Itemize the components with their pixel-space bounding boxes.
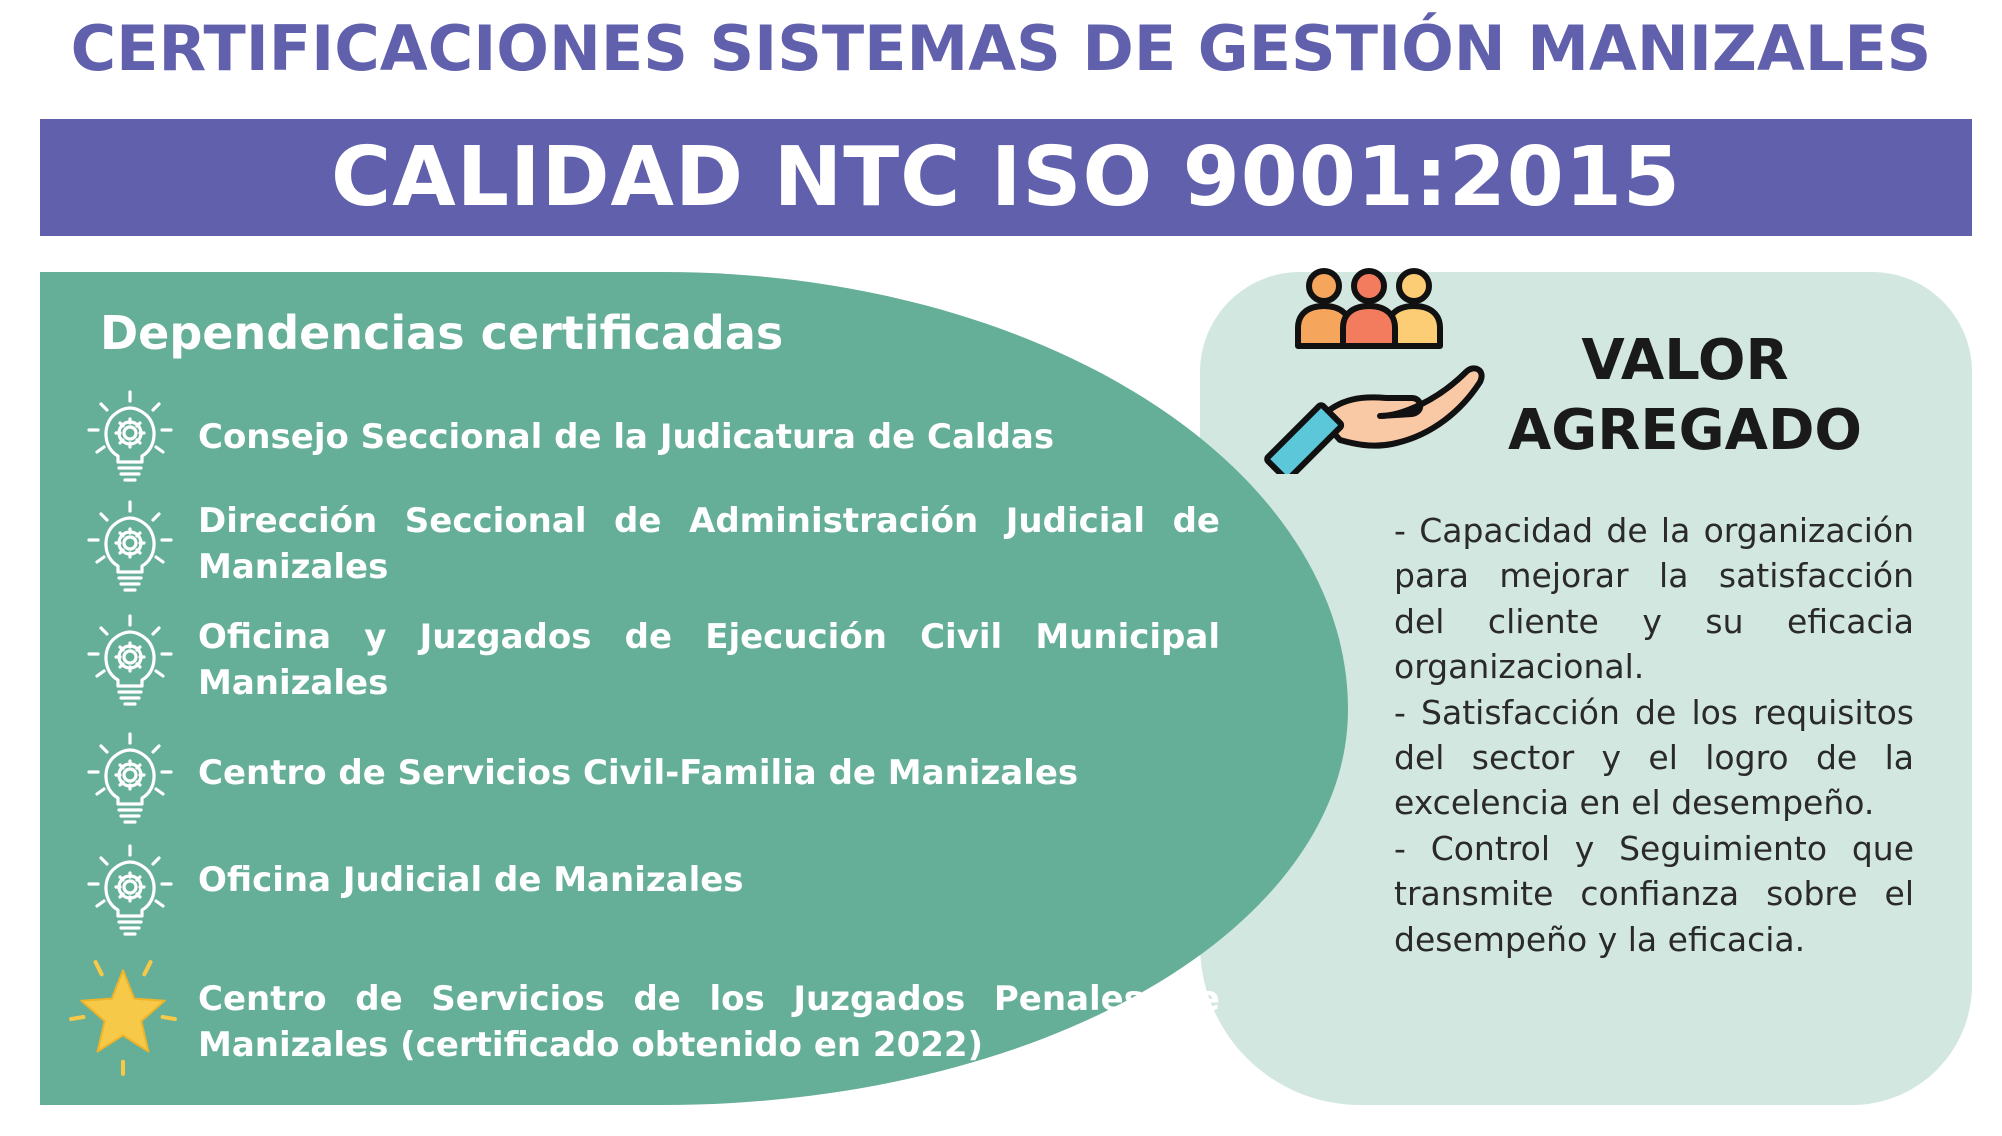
star-icon bbox=[67, 956, 179, 1078]
dependencia-label: Centro de Servicios de los Juzgados Penales de Manizales (certificado obtenido en 2022) bbox=[198, 979, 1220, 1065]
valor-agregado-title-line2: AGREGADO bbox=[1507, 398, 1863, 463]
dependencias-title: Dependencias certificadas bbox=[100, 306, 784, 360]
valor-point: - Satisfacción de los requisitos del sector y el logro de la excelencia en el desempeño. bbox=[1394, 692, 1914, 823]
dependencia-label: Consejo Seccional de la Judicatura de Caldas bbox=[198, 417, 1055, 457]
banner-title: CALIDAD NTC ISO 9001:2015 bbox=[331, 130, 1681, 225]
certification-banner bbox=[40, 119, 1972, 236]
valor-agregado-title bbox=[1470, 326, 1900, 466]
hand-holding-people-icon bbox=[1262, 258, 1492, 474]
dependencia-label: Oficina y Juzgados de Ejecución Civil Municipal Manizales bbox=[198, 617, 1220, 703]
lightbulb-gear-icon bbox=[85, 498, 175, 594]
lightbulb-gear-icon bbox=[85, 730, 175, 826]
lightbulb-gear-icon bbox=[85, 388, 175, 484]
lightbulb-gear-icon bbox=[85, 842, 175, 938]
dependencia-label: Centro de Servicios Civil-Familia de Manizales bbox=[198, 753, 1079, 793]
valor-agregado-title-line1: VALOR bbox=[1581, 328, 1789, 393]
lightbulb-gear-icon bbox=[85, 612, 175, 708]
dependencia-label: Dirección Seccional de Administración Judicial de Manizales bbox=[198, 501, 1220, 587]
valor-point: - Capacidad de la organización para mejorar la satisfacción del cliente y su eficacia organizacional. bbox=[1394, 511, 1914, 687]
valor-agregado-text bbox=[1394, 508, 1914, 962]
valor-point: - Control y Seguimiento que transmite confianza sobre el desempeño y la eficacia. bbox=[1394, 828, 1914, 959]
dependencia-label: Oficina Judicial de Manizales bbox=[198, 860, 744, 900]
page-title: CERTIFICACIONES SISTEMAS DE GESTIÓN MANIZALES bbox=[70, 12, 1932, 85]
